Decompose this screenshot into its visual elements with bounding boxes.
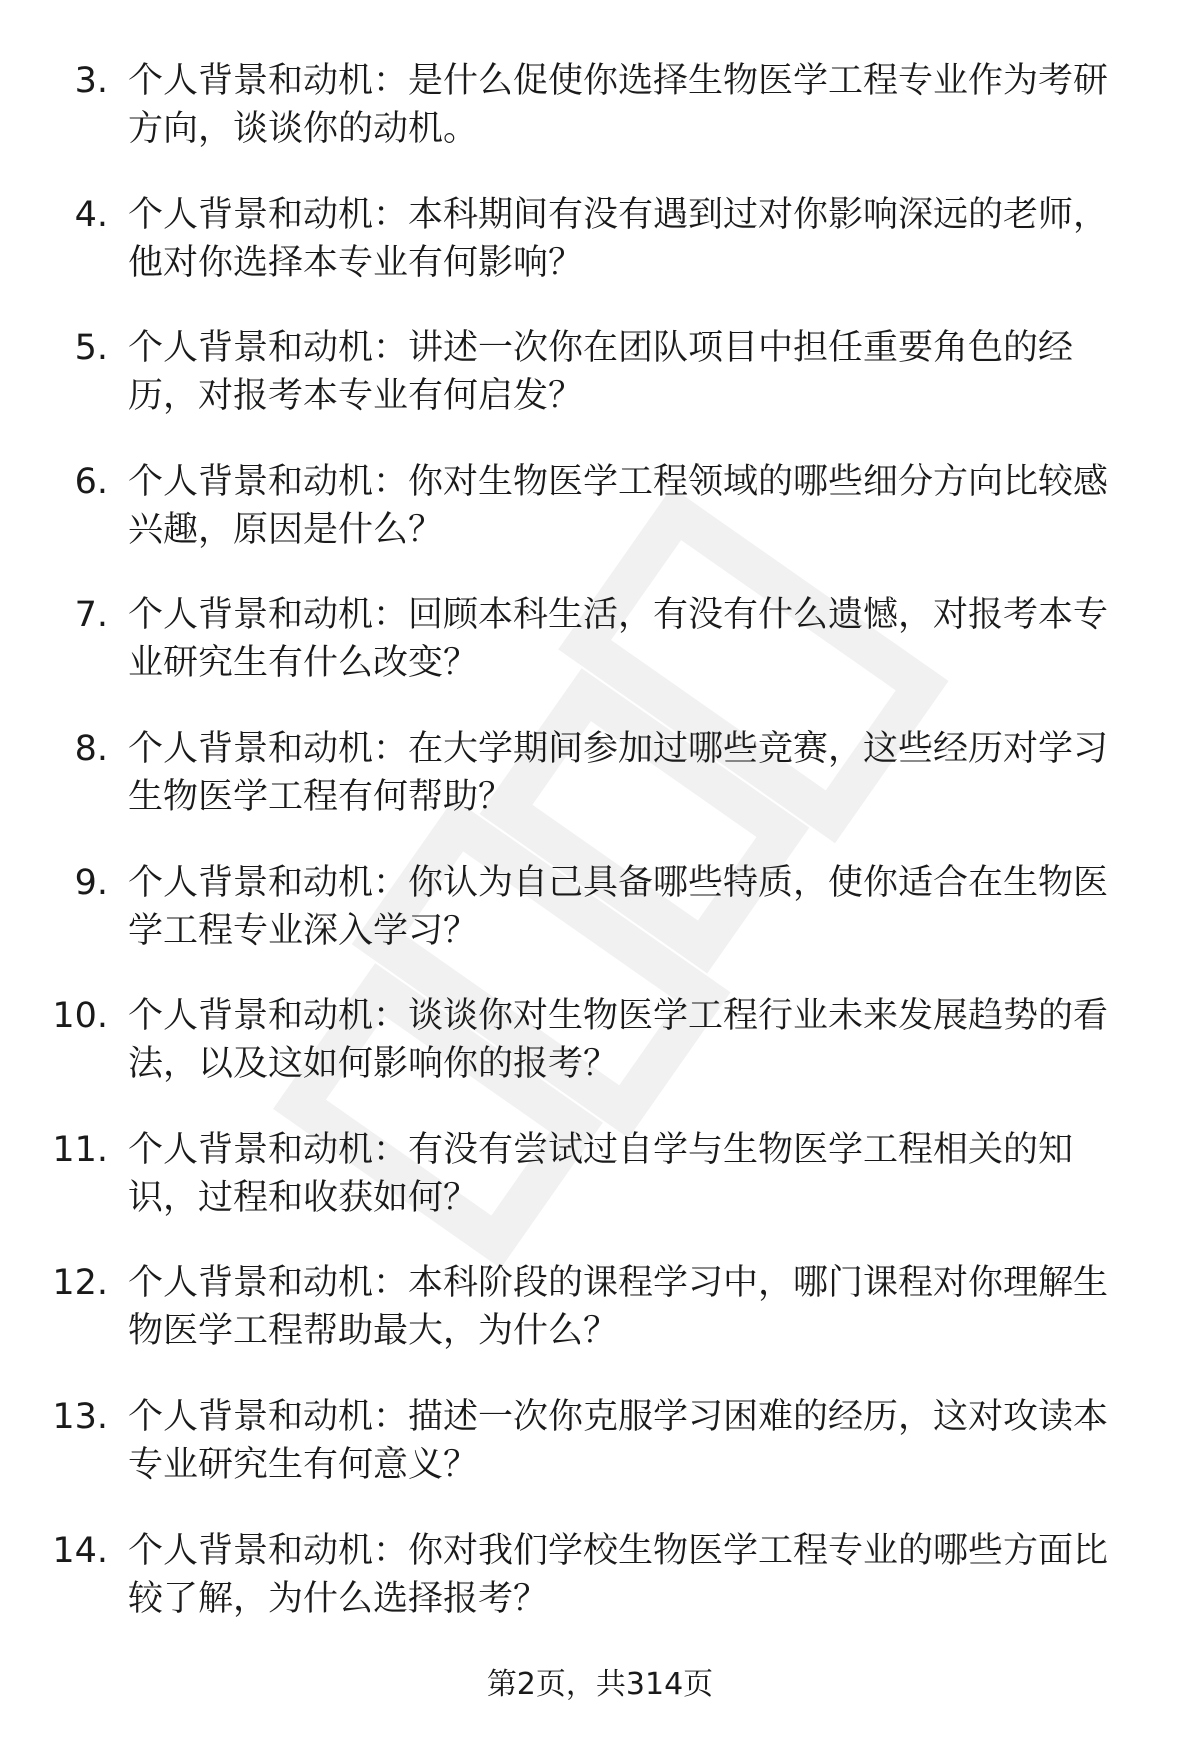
question-text: 个人背景和动机：本科期间有没有遇到过对你影响深远的老师，他对你选择本专业有何影响？ [128, 194, 1109, 283]
question-text: 个人背景和动机：谈谈你对生物医学工程行业未来发展趋势的看法，以及这如何影响你的报考？ [128, 996, 1109, 1085]
question-number: 13. [52, 1396, 108, 1437]
question-text: 个人背景和动机：在大学期间参加过哪些竞赛，这些经历对学习生物医学工程有何帮助？ [128, 728, 1109, 817]
question-number: 8. [74, 728, 108, 769]
question-item [0, 57, 1200, 191]
question-text: 个人背景和动机：你认为自己具备哪些特质，使你适合在生物医学工程专业深入学习？ [128, 862, 1109, 951]
question-text: 个人背景和动机：你对我们学校生物医学工程专业的哪些方面比较了解，为什么选择报考？ [128, 1530, 1109, 1619]
question-number: 12. [52, 1263, 108, 1304]
question-number: 11. [52, 1129, 108, 1170]
question-text: 个人背景和动机：你对生物医学工程领域的哪些细分方向比较感兴趣，原因是什么？ [128, 461, 1109, 550]
question-list [0, 57, 1200, 1660]
page-number-footer: 第2页，共314页 [486, 1667, 714, 1702]
question-item [0, 591, 1200, 725]
question-number: 5. [74, 328, 108, 369]
question-number: 3. [74, 61, 108, 101]
question-item [0, 191, 1200, 325]
question-text: 个人背景和动机：本科阶段的课程学习中，哪门课程对你理解生物医学工程帮助最大，为什么？ [128, 1263, 1109, 1352]
question-item [0, 324, 1200, 458]
question-number: 14. [52, 1530, 108, 1571]
question-number: 10. [52, 996, 108, 1037]
question-text: 个人背景和动机：描述一次你克服学习困难的经历，这对攻读本专业研究生有何意义？ [128, 1396, 1109, 1485]
question-item [0, 1259, 1200, 1393]
question-number: 9. [74, 862, 108, 903]
question-item [0, 992, 1200, 1126]
question-number: 7. [74, 595, 108, 636]
question-text: 个人背景和动机：是什么促使你选择生物医学工程专业作为考研方向，谈谈你的动机。 [128, 61, 1109, 149]
question-item [0, 1393, 1200, 1527]
question-item [0, 1527, 1200, 1661]
question-text: 个人背景和动机：回顾本科生活，有没有什么遗憾，对报考本专业研究生有什么改变？ [128, 595, 1109, 684]
question-item [0, 725, 1200, 859]
question-item [0, 458, 1200, 592]
question-item [0, 859, 1200, 993]
question-number: 6. [74, 461, 108, 502]
question-number: 4. [74, 194, 108, 235]
question-text: 个人背景和动机：讲述一次你在团队项目中担任重要角色的经历，对报考本专业有何启发？ [128, 328, 1074, 417]
question-item [0, 1126, 1200, 1260]
question-text: 个人背景和动机：有没有尝试过自学与生物医学工程相关的知识，过程和收获如何？ [128, 1129, 1074, 1218]
